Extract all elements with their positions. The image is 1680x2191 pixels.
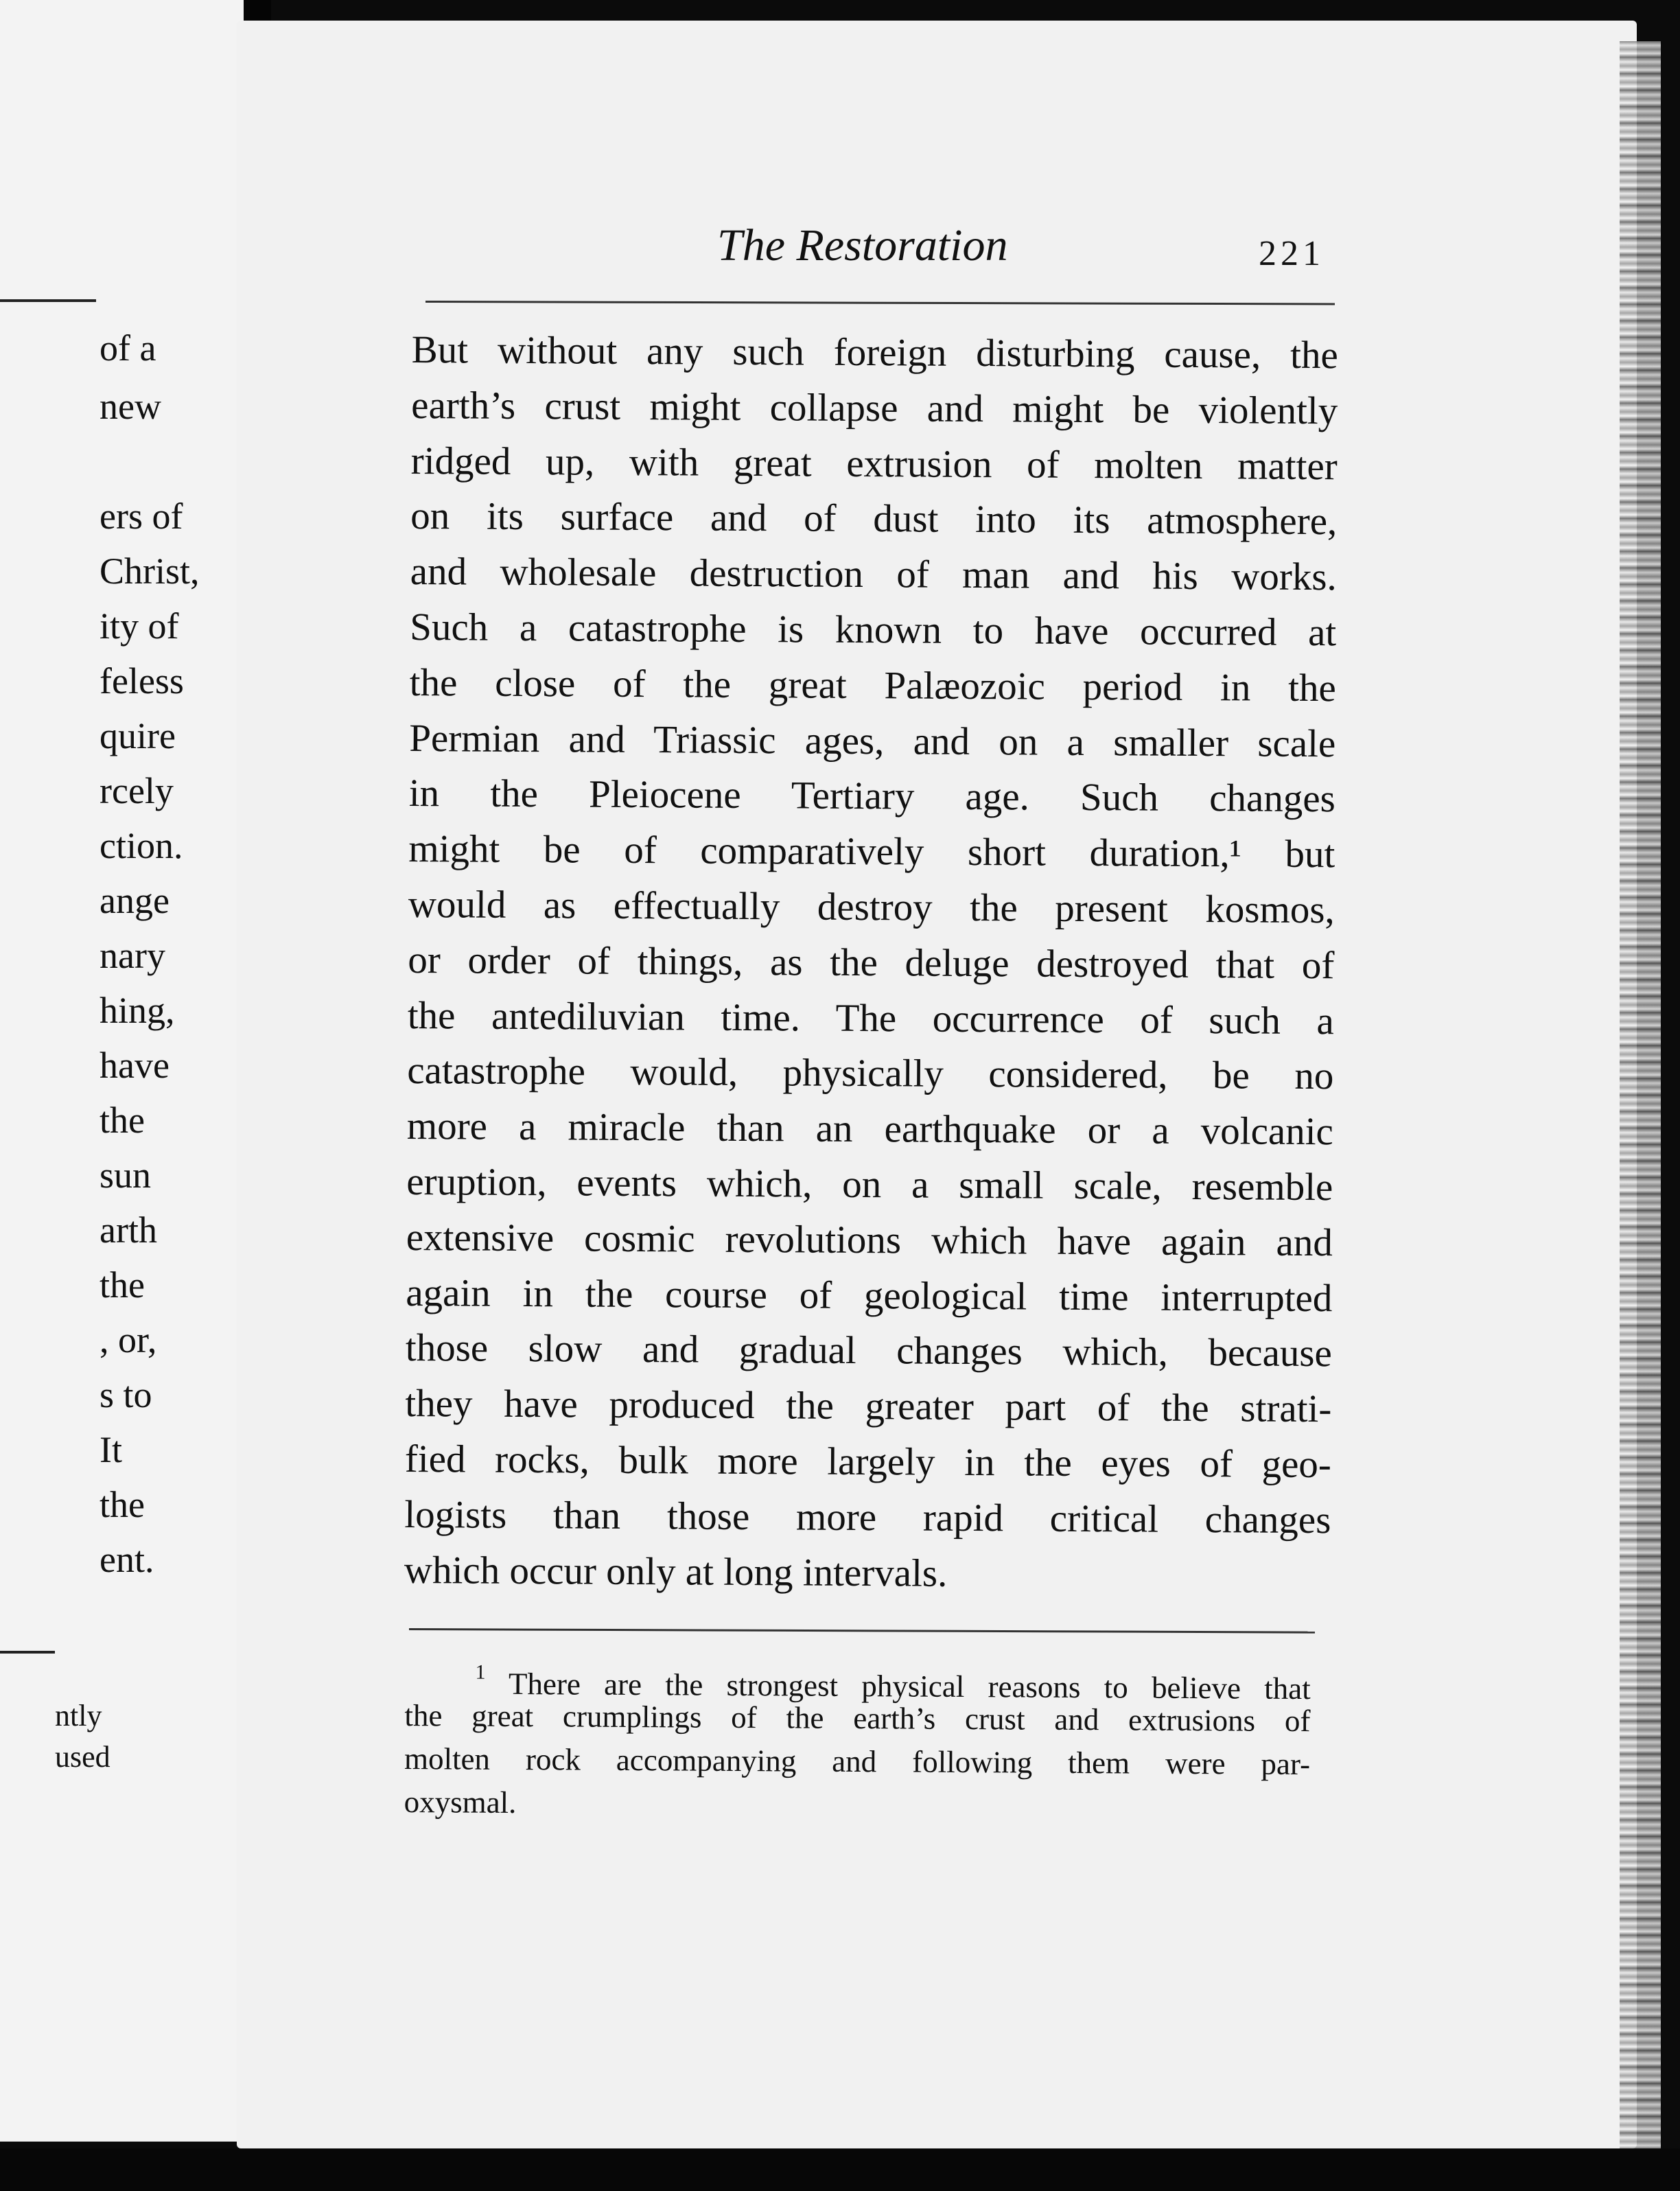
body-line: might be of comparatively short duration,¹ but [408, 827, 1335, 877]
footnote-line: the great crumplings of the earth’s crust and extrusions of [404, 1697, 1311, 1739]
page-number: 221 [1259, 234, 1325, 273]
body-line: they have produced the greater part of the strati- [405, 1382, 1332, 1431]
body-text [404, 323, 1338, 1604]
footnote [404, 1651, 1311, 1829]
running-title: The Restoration [717, 220, 1008, 270]
body-line: Permian and Triassic ages, and on a smaller scale [409, 716, 1336, 765]
body-line: But without any such foreign disturbing cause, the [411, 327, 1338, 378]
left-page-foot-rule [0, 1651, 55, 1654]
body-line: the antediluvian time. The occurrence of such a [407, 993, 1335, 1043]
left-page-line: feless [100, 660, 184, 702]
body-line: logists than those more rapid critical changes [404, 1492, 1331, 1542]
body-line: catastrophe would, physically considered, be no [407, 1049, 1334, 1098]
footnote-line: molten rock accompanying and following them were par- [404, 1741, 1311, 1782]
body-line: the close of the great Palæozoic period in the [409, 660, 1336, 710]
body-line: fied rocks, bulk more largely in the eyes of geo- [404, 1437, 1332, 1487]
left-page-line: ity of [100, 605, 179, 647]
left-page-line: the [100, 1264, 145, 1306]
footnote-line-text: There are the strongest physical reasons to believe that [508, 1666, 1311, 1706]
footnote-marker: 1 [475, 1660, 486, 1684]
body-line: or order of things, as the deluge destroyed that of [408, 938, 1335, 987]
body-line: would as effectually destroy the present kosmos, [408, 882, 1335, 932]
left-page-line: hing, [100, 990, 175, 1031]
body-line: which occur only at long intervals. [404, 1548, 948, 1595]
left-page-line: Christ, [100, 550, 200, 592]
left-page-line: have [100, 1045, 170, 1086]
left-page-line: s to [100, 1374, 152, 1415]
page-header [425, 220, 1331, 275]
body-line: Such a catastrophe is known to have occurred at [410, 605, 1337, 655]
left-page-line: nary [100, 935, 165, 976]
left-page-line: , or, [100, 1319, 157, 1360]
body-line: eruption, events which, on a small scale, resemble [406, 1159, 1333, 1209]
left-page-line: the [100, 1100, 145, 1141]
left-page-line: ange [100, 880, 170, 921]
left-page-line: quire [100, 715, 176, 756]
left-page-line: ers of [100, 496, 183, 537]
left-page-line: the [100, 1484, 145, 1525]
left-page-line: new [100, 386, 161, 427]
page-edge [1620, 41, 1661, 2155]
body-line: again in the course of geological time interrupted [406, 1271, 1333, 1320]
body-line: and wholesale destruction of man and his works. [410, 550, 1337, 599]
left-page-line: of a [100, 327, 156, 369]
left-page-line: sun [100, 1155, 152, 1196]
body-line: in the Pleiocene Tertiary age. Such changes [408, 772, 1335, 821]
left-page-body [0, 0, 244, 2142]
footnote-line: oxysmal. [404, 1784, 517, 1820]
body-line: earth’s crust might collapse and might be violently [411, 383, 1338, 433]
body-line: those slow and gradual changes which, because [405, 1326, 1333, 1376]
left-page-footnote-line: ntly [55, 1699, 102, 1732]
left-facing-page [0, 0, 244, 2142]
left-page-line: ent. [100, 1539, 154, 1580]
left-page-line: ction. [100, 825, 183, 866]
body-line: extensive cosmic revolutions which have again and [406, 1215, 1333, 1264]
body-line: on its surface and of dust into its atmosphere, [410, 494, 1338, 544]
left-page-line: rcely [100, 770, 174, 811]
scan-bottom-edge [0, 2148, 1680, 2191]
left-page-line: It [100, 1429, 122, 1470]
left-page-footnote-line: used [55, 1740, 110, 1774]
body-line: more a miracle than an earthquake or a volcanic [406, 1104, 1334, 1154]
body-line: ridged up, with great extrusion of molten matter [410, 439, 1338, 488]
footnote-line [405, 1651, 1311, 1706]
left-page-line: arth [100, 1209, 157, 1251]
